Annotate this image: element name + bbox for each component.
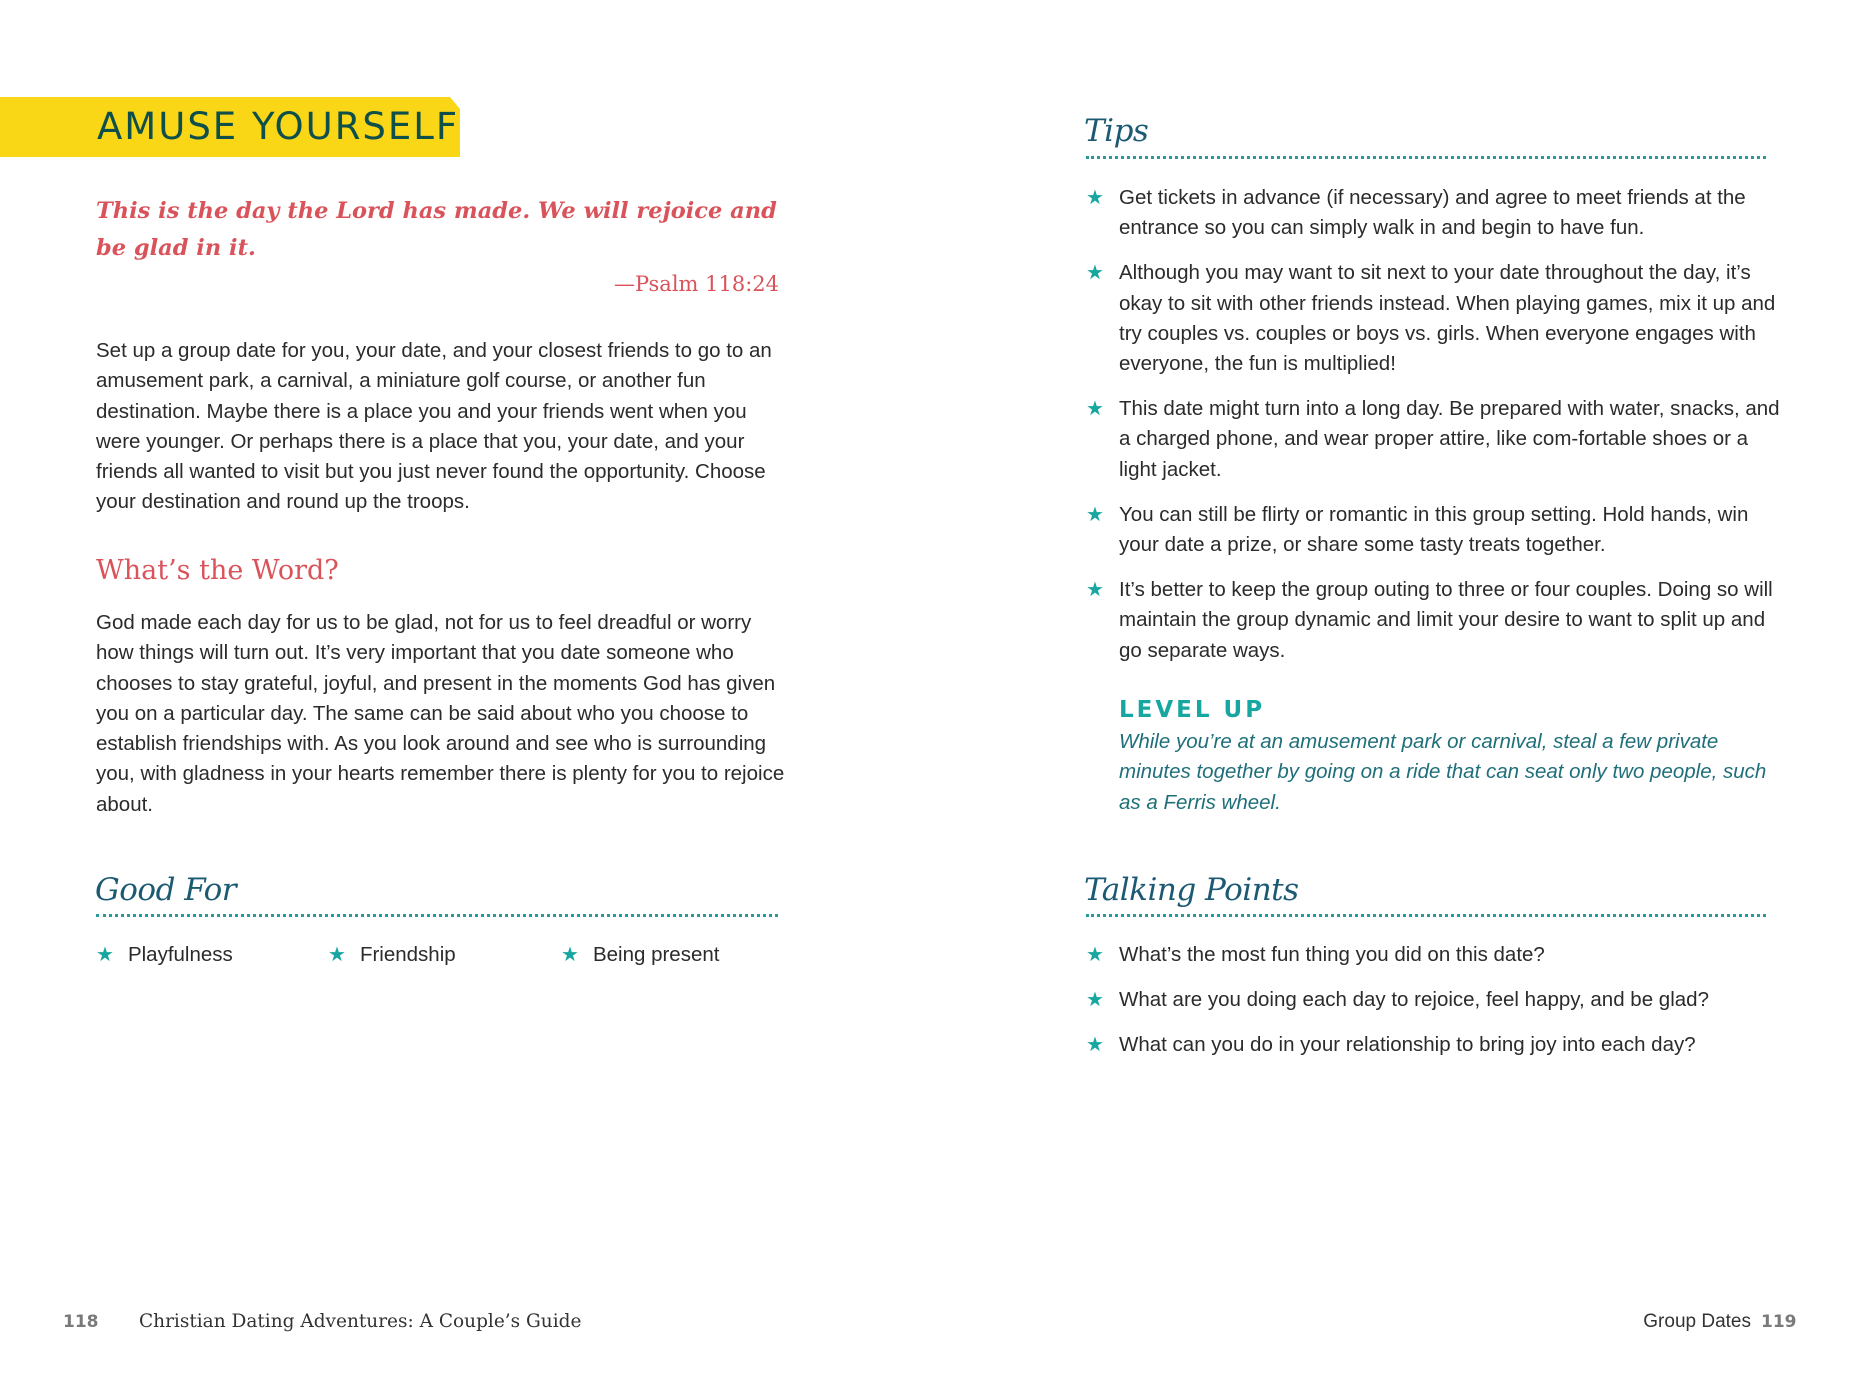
whats-the-word-paragraph: God made each day for us to be glad, not for us to feel dreadful or worry how things will turn out. It’s very important that you date someone who chooses to stay grateful, joyful, and present in the moments God has given you on a particular day. The same can be said about who you choose to establish friendships with. As you look around and see who is surrounding you, with gladness in your hearts remember there is plenty for you to rejoice about.	[96, 611, 785, 816]
running-head-right: Group Dates	[1643, 1311, 1751, 1332]
star-bullet-icon: ★	[1086, 1034, 1104, 1056]
page-number-left: 118	[63, 1312, 99, 1332]
running-head-left: Christian Dating Adventures: A Couple’s Guide	[139, 1311, 582, 1332]
good-for-label: Playfulness	[127, 943, 233, 966]
tips-divider	[1086, 156, 1766, 159]
star-bullet-icon: ★	[1086, 944, 1104, 966]
star-bullet-icon: ★	[1086, 989, 1104, 1011]
list-item	[1086, 575, 1786, 666]
star-bullet-icon: ★	[1086, 187, 1104, 209]
list-item	[1086, 940, 1786, 970]
good-for-heading: Good For	[95, 872, 237, 908]
tip-text: This date might turn into a long day. Be prepared with water, snacks, and a charged phone, and wear proper attire, like com-fortable shoes or a light jacket.	[1119, 397, 1780, 481]
list-item	[328, 940, 456, 970]
talking-point-text: What can you do in your relationship to bring joy into each day?	[1119, 1033, 1696, 1056]
intro-paragraph: Set up a group date for you, your date, and your closest friends to go to an amusement park, a carnival, a miniature golf course, or another fun destination. Maybe there is a place you and your friends went when you were younger. Or perhaps there is a place that you, your date, and your friends all wanted to visit but you just never found the opportunity. Choose your destination and round up the troops.	[96, 339, 772, 514]
good-for-divider	[96, 914, 778, 917]
page-title: AMUSE YOURSELF	[97, 105, 460, 148]
star-bullet-icon: ★	[1086, 398, 1104, 421]
tips-heading: Tips	[1084, 113, 1149, 149]
good-for-label: Friendship	[359, 943, 456, 966]
level-up-text: While you’re at an amusement park or carnival, steal a few private minutes together by going on a ride that can seat only two people, such as a Ferris wheel.	[1119, 730, 1767, 814]
page-number-right: 119	[1761, 1312, 1797, 1332]
list-item	[1086, 183, 1786, 244]
level-up-heading: LEVEL UP	[1119, 697, 1266, 723]
star-bullet-icon: ★	[328, 944, 346, 966]
star-bullet-icon: ★	[1086, 503, 1104, 526]
list-item	[1086, 258, 1786, 379]
star-bullet-icon: ★	[1086, 262, 1104, 285]
scripture-citation: —Psalm 118:24	[613, 272, 779, 296]
list-item	[1086, 500, 1786, 561]
talking-points-divider	[1086, 914, 1766, 917]
list-item	[1086, 394, 1786, 485]
list-item	[1086, 1030, 1786, 1060]
tip-text: It’s better to keep the group outing to three or four couples. Doing so will maintain the group dynamic and limit your desire to want to split up and go separate ways.	[1119, 578, 1773, 662]
tips-list	[1086, 183, 1786, 681]
star-bullet-icon: ★	[561, 944, 579, 966]
whats-the-word-heading: What’s the Word?	[96, 555, 339, 586]
talking-points-heading: Talking Points	[1084, 872, 1299, 908]
list-item	[1086, 985, 1786, 1015]
good-for-label: Being present	[592, 943, 720, 966]
right-page	[931, 0, 1862, 1396]
star-bullet-icon: ★	[1086, 579, 1104, 602]
tip-text: Get tickets in advance (if necessary) and agree to meet friends at the entrance so you can simply walk in and begin to have fun.	[1119, 186, 1746, 240]
talking-point-text: What are you doing each day to rejoice, feel happy, and be glad?	[1119, 988, 1709, 1011]
star-bullet-icon: ★	[96, 944, 114, 966]
tip-text: You can still be flirty or romantic in this group setting. Hold hands, win your date a prize, or share some tasty treats together.	[1119, 502, 1749, 557]
good-for-list	[96, 940, 796, 972]
scripture-quote: This is the day the Lord has made. We will rejoice and be glad in it.	[96, 198, 777, 261]
talking-points-list	[1086, 940, 1786, 1075]
talking-point-text: What’s the most fun thing you did on this date?	[1119, 943, 1545, 966]
list-item	[561, 940, 719, 970]
list-item	[96, 940, 233, 970]
tip-text: Although you may want to sit next to your date throughout the day, it’s okay to sit with other friends instead. When playing games, mix it up and try couples vs. couples or boys vs. girls. When everyone engages with everyone, the fun is multiplied!	[1119, 261, 1776, 376]
